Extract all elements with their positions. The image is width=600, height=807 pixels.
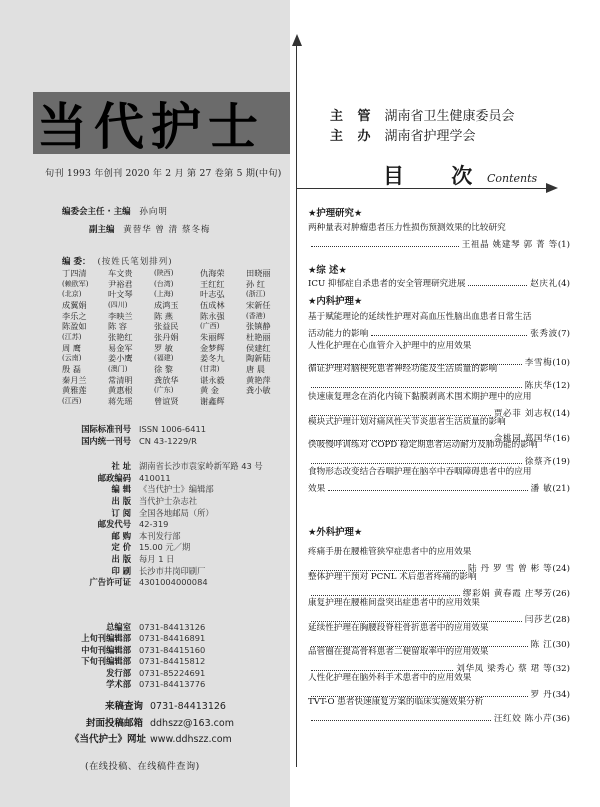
board-member: (北京) (62, 290, 82, 299)
board-member: 易金军 (108, 342, 133, 353)
online-row-value: 0731-84413126 (150, 701, 226, 712)
contact-row-label: 学术部 (106, 678, 131, 689)
contact-row-value: 0731-84413776 (139, 678, 206, 689)
article-page: (1) (557, 240, 570, 250)
publication-info: 旬刊 1993 年创刊 2020 年 2 月 第 27 卷第 5 期(中旬) (45, 168, 282, 179)
toc-article[interactable] (308, 465, 570, 494)
board-member: (四川) (108, 300, 128, 309)
board-member: (赖欧军) (62, 279, 89, 288)
board-member: (台湾) (154, 279, 174, 288)
detail-row-label: 邮发代号 (97, 519, 131, 530)
board-member: 常清明 (108, 374, 133, 385)
contact-row (64, 645, 294, 656)
board-member: (澳门) (108, 364, 128, 373)
article-authors: 赵庆礼 (530, 279, 558, 289)
arrow-right-icon (546, 183, 558, 193)
article-title: 模块式护理计划对痛风性关节炎患者生活质量的影响 (308, 417, 506, 427)
contact-row (64, 668, 294, 679)
article-title-cont: 活动能力的影响 (308, 329, 369, 339)
board-member: (江苏) (62, 332, 82, 341)
publication-details (64, 424, 294, 589)
vertical-rule (296, 45, 297, 767)
toc-article[interactable] (308, 438, 570, 467)
detail-row-value: 15.00 元／期 (139, 542, 191, 553)
detail-row-label: 编 辑 (111, 484, 131, 495)
board-member: 尹裕君 (108, 278, 133, 289)
detail-row (64, 484, 294, 496)
online-row (70, 699, 292, 716)
board-member: 姜冬九 (200, 353, 225, 364)
board-member: 成翼娟 (62, 299, 87, 310)
toc-title: 目 次 (383, 164, 493, 188)
detail-row-value: ISSN 1006-6411 (139, 424, 207, 434)
detail-row (64, 542, 294, 554)
dot-leader (311, 246, 459, 247)
article-title: 快速康复理念在消化内镜下黏膜剥离术围术期护理中的应用 (308, 392, 532, 402)
article-page: (7) (557, 329, 570, 339)
online-row (70, 716, 292, 733)
board-member: 李乐之 (62, 310, 87, 321)
board-member: 黄 金 (200, 385, 219, 396)
contact-row-value: 0731-84415160 (139, 644, 206, 655)
contact-row (64, 622, 294, 633)
board-member: (广西) (200, 322, 220, 331)
detail-row-label: 订 阅 (111, 507, 131, 518)
article-page: (21) (552, 484, 570, 494)
article-title: 人性化护理在心血管介入护理中的应用效果 (308, 341, 472, 351)
board-member: 王红红 (200, 278, 225, 289)
sponsor-value: 湖南省护理学会 (384, 129, 476, 144)
toc-article[interactable] (308, 277, 570, 289)
detail-row-value: 42-319 (139, 519, 169, 530)
detail-row (64, 461, 294, 473)
sponsor-label: 主 管 (330, 109, 376, 124)
board-member: 车文贵 (108, 268, 133, 278)
deputy-editor-role: 副主编 (89, 225, 115, 235)
sponsor-row-supervisor (330, 107, 515, 127)
article-authors: 徐蔡齐 (524, 457, 553, 467)
article-title: 品管圈在提高骨科患者二便留取率中的应用效果 (308, 647, 489, 657)
contents-word: Contents (487, 172, 538, 185)
article-title: TVT-O 患者快速康复方案的临床实施效果分析 (308, 697, 484, 707)
contact-row (64, 679, 294, 690)
chief-editor-role: 编委会主任 · 主编 (62, 207, 131, 217)
article-title: ICU 抑郁症自杀患者的安全管理研究进展 (308, 279, 466, 289)
article-page: (24) (552, 564, 570, 574)
online-row-value: www.ddhszz.com (150, 734, 232, 745)
article-page: (26) (552, 589, 570, 599)
toc-article[interactable] (308, 362, 570, 391)
article-page: (16) (552, 434, 570, 444)
contact-row (64, 656, 294, 667)
toc-article[interactable] (308, 221, 570, 250)
article-page: (28) (552, 615, 570, 625)
board-member: (江西) (62, 396, 82, 405)
article-authors: 陆 丹 罗 雪 曾 彬 等 (467, 564, 553, 574)
detail-row-label: 社 址 (111, 461, 131, 472)
board-member: 龚小敏 (246, 385, 271, 396)
board-member: (香港) (246, 311, 266, 320)
board-member: 李映兰 (108, 310, 133, 321)
contact-row-value: 0731-85224691 (139, 667, 206, 678)
board-member: (上海) (154, 290, 174, 299)
board-label-row (62, 255, 173, 267)
board-member: 孙 红 (246, 278, 265, 289)
online-row-value: ddhszz@163.com (150, 717, 234, 729)
dot-leader (328, 490, 527, 491)
article-authors: 陈 江 (530, 640, 553, 650)
board-member: 伍成林 (200, 299, 225, 310)
contact-numbers (64, 622, 294, 690)
detail-row-value: 当代护士杂志社 (139, 495, 198, 506)
detail-row-value: 《当代护士》编辑部 (139, 484, 214, 495)
board-member: 龚放华 (154, 374, 179, 385)
detail-row-value: 全国各地邮局（所） (139, 507, 214, 518)
online-row-label: 《当代护士》网址 (70, 734, 147, 745)
board-member: 朱丽辉 (200, 331, 225, 342)
board-member (246, 396, 287, 407)
board-member: 张镇静 (246, 321, 271, 332)
article-title: 两种量表对肿瘤患者压力性损伤预测效果的比较研究 (308, 223, 506, 233)
board-member: 黄艳萍 (246, 374, 271, 385)
contact-row (64, 633, 294, 644)
detail-row-value: 本刊发行部 (139, 530, 181, 541)
board-member: (甘肃) (200, 364, 220, 373)
contact-row-label: 总编室 (106, 622, 131, 632)
sponsor-block (330, 107, 515, 147)
board-member: 陈 燕 (154, 310, 173, 321)
detail-row-label: 广告许可证 (89, 577, 131, 588)
article-authors: 贾必菲 刘志权 (493, 409, 553, 419)
detail-row (64, 519, 294, 531)
detail-row-value: 长沙市井岗印刷厂 (139, 565, 206, 576)
board-member-grid (62, 268, 290, 407)
board-member: 杜艳丽 (246, 331, 271, 342)
board-member: 黄雅莲 (62, 385, 87, 396)
article-authors: 佘桃园 郑国华 (493, 434, 553, 444)
board-member: 罗 敏 (154, 342, 173, 353)
article-authors: 陈庆华 (524, 381, 553, 391)
detail-row (64, 424, 294, 436)
article-authors: 罗 丹 (530, 690, 553, 700)
online-note: (在线投稿、在线稿件查询) (85, 761, 200, 772)
article-authors: 汪红姣 陈小芹 (493, 714, 553, 724)
detail-row-label: 国内统一刊号 (81, 435, 131, 446)
article-title: 康复护理在腰椎间盘突出症患者中的应用效果 (308, 598, 480, 608)
board-member: (云南) (62, 354, 82, 363)
contact-row-label: 下旬刊编辑部 (81, 656, 131, 667)
contact-row-label: 上旬刊编辑部 (81, 633, 131, 644)
board-member: (广东) (154, 386, 174, 395)
toc-section-heading: ★综 述★ (308, 265, 347, 276)
toc-section-heading: ★外科护理★ (308, 527, 363, 538)
board-member: 陈盈如 (62, 321, 87, 332)
detail-row (64, 508, 294, 520)
board-member: 侯建红 (246, 342, 271, 353)
toc-article[interactable] (308, 310, 570, 339)
board-member: 成鸿玉 (154, 299, 179, 310)
board-member: 姜小鹰 (108, 353, 133, 364)
board-member: 谌永毅 (200, 374, 225, 385)
article-page: (36) (552, 714, 570, 724)
deputy-editor-row (89, 223, 210, 235)
article-page: (4) (557, 279, 570, 289)
detail-row-value: 湖南省长沙市袁家岭新军路 43 号 (139, 461, 263, 472)
dot-leader (468, 285, 527, 286)
article-page: (10) (552, 358, 570, 368)
arrow-up-icon (292, 34, 302, 46)
board-member: 张艳红 (108, 331, 133, 342)
article-title: 循证护理对脑梗死患者神经功能及生活质量的影响 (308, 364, 498, 374)
detail-row (64, 496, 294, 508)
detail-row (64, 473, 294, 485)
detail-row-value: 每月 1 日 (139, 553, 175, 564)
board-member: 蒋先瑶 (108, 395, 133, 406)
toc-article[interactable] (308, 695, 570, 724)
chief-editor-row (62, 205, 168, 217)
detail-row-label: 出 版 (111, 495, 131, 506)
detail-row (64, 531, 294, 543)
article-page: (14) (552, 409, 570, 419)
board-note: (按姓氏笔划排列) (97, 257, 173, 267)
dot-leader (311, 720, 491, 721)
article-page: (19) (552, 457, 570, 467)
board-member: 丁四清 (62, 268, 87, 278)
board-member: (陕西) (154, 269, 174, 277)
article-page: (32) (552, 664, 570, 674)
deputy-editor-names: 黄替华 曾 清 蔡冬梅 (123, 225, 211, 235)
board-member: 黄惠根 (108, 385, 133, 396)
article-authors: 闫莎艺 (524, 615, 553, 625)
article-title: 延续性护理在胸腰段脊柱骨折患者中的应用效果 (308, 623, 489, 633)
article-page: (30) (552, 640, 570, 650)
detail-row-label: 出 版 (111, 553, 131, 564)
article-page: (34) (552, 690, 570, 700)
article-title: 疼痛手册在腰椎管狭窄症患者中的应用效果 (308, 547, 472, 557)
board-member: 张益民 (154, 321, 179, 332)
sponsor-row-organizer (330, 127, 515, 147)
board-member: 陈 容 (108, 321, 127, 332)
detail-row-label: 定 价 (111, 542, 131, 553)
article-authors: 潘 敏 (530, 484, 553, 494)
article-authors: 刘华凤 梁秀心 蔡 珺 等 (456, 664, 553, 674)
article-authors: 王祖晶 姚建琴 郭 菁 等 (461, 240, 558, 250)
board-label: 编 委： (62, 257, 91, 267)
article-title: 整体护理干预对 PCNL 术后患者疼痛的影响 (308, 572, 477, 582)
online-row (70, 732, 292, 749)
chief-editor-name: 孙向明 (139, 207, 168, 217)
board-member: 曾谊贤 (154, 395, 179, 406)
detail-row-label: 印 刷 (111, 565, 131, 576)
detail-row (64, 577, 294, 589)
magazine-title: 当代护士 (37, 98, 265, 156)
online-row-label: 封面投稿邮箱 (85, 717, 143, 729)
article-title: 基于赋能理论的延续性护理对高血压性脑出血患者日常生活 (308, 312, 532, 322)
detail-row-label: 邮 购 (111, 530, 131, 541)
toc-section-heading: ★护理研究★ (308, 208, 363, 219)
board-member: 田晓丽 (246, 268, 271, 278)
dot-leader (371, 335, 527, 336)
dot-leader (311, 463, 522, 464)
dot-leader (311, 387, 522, 388)
article-authors: 缪彩娟 黄春霞 庄琴芳 (462, 589, 553, 599)
board-member: (福建) (154, 354, 174, 363)
detail-row-label: 国际标准刊号 (81, 424, 131, 434)
board-member: 陈永强 (200, 310, 225, 321)
board-member: 陶新陆 (246, 353, 271, 364)
board-member: 秦月兰 (62, 374, 87, 385)
board-member: 唐 晨 (246, 363, 265, 374)
contact-row-value: 0731-84413126 (139, 622, 206, 632)
detail-row-label: 邮政编码 (97, 472, 131, 483)
toc-section-heading: ★内科护理★ (308, 296, 363, 307)
article-authors: 李雪梅 (524, 358, 553, 368)
board-member: 叶文琴 (108, 289, 133, 300)
contact-row-value: 0731-84416891 (139, 633, 206, 644)
article-title-cont: 效果 (308, 484, 326, 494)
sponsor-label: 主 办 (330, 129, 376, 144)
detail-row-value: CN 43-1229/R (139, 435, 197, 446)
detail-row (64, 566, 294, 578)
contact-row-label: 发行部 (106, 667, 131, 678)
detail-row-value: 410011 (139, 472, 171, 483)
board-member: 周 鹰 (62, 342, 81, 353)
board-member: 宋新任 (246, 299, 271, 310)
article-page: (12) (552, 381, 570, 391)
board-member: (浙江) (246, 290, 266, 299)
detail-row (64, 554, 294, 566)
article-title: 食物形态改变结合吞咽护理在脑卒中吞咽障碍患者中的应用 (308, 467, 532, 477)
board-member: 殷 磊 (62, 363, 81, 374)
board-member: 张丹娟 (154, 331, 179, 342)
online-services (70, 699, 292, 749)
board-member: 徐 黎 (154, 363, 173, 374)
toc-article[interactable] (308, 645, 570, 674)
article-title: 人性化护理在脑外科手术患者中的应用效果 (308, 673, 472, 683)
article-title: 快吸慢呼训练对 COPD 稳定期患者运动耐力及肺功能的影响 (308, 440, 538, 450)
board-member: 仇海荣 (200, 268, 225, 278)
toc-article[interactable] (308, 570, 570, 599)
board-member: 谢鑫辉 (200, 395, 225, 406)
detail-row-value: 4301004000084 (139, 577, 208, 588)
online-row-label: 来稿查询 (104, 701, 143, 712)
contact-row-label: 中旬刊编辑部 (81, 644, 131, 655)
board-member: 叶志弘 (200, 289, 225, 300)
board-member: 金梦辉 (200, 342, 225, 353)
sponsor-value: 湖南省卫生健康委员会 (384, 109, 515, 124)
detail-row (64, 436, 294, 448)
contact-row-value: 0731-84415812 (139, 656, 206, 667)
article-authors: 张秀波 (530, 329, 558, 339)
